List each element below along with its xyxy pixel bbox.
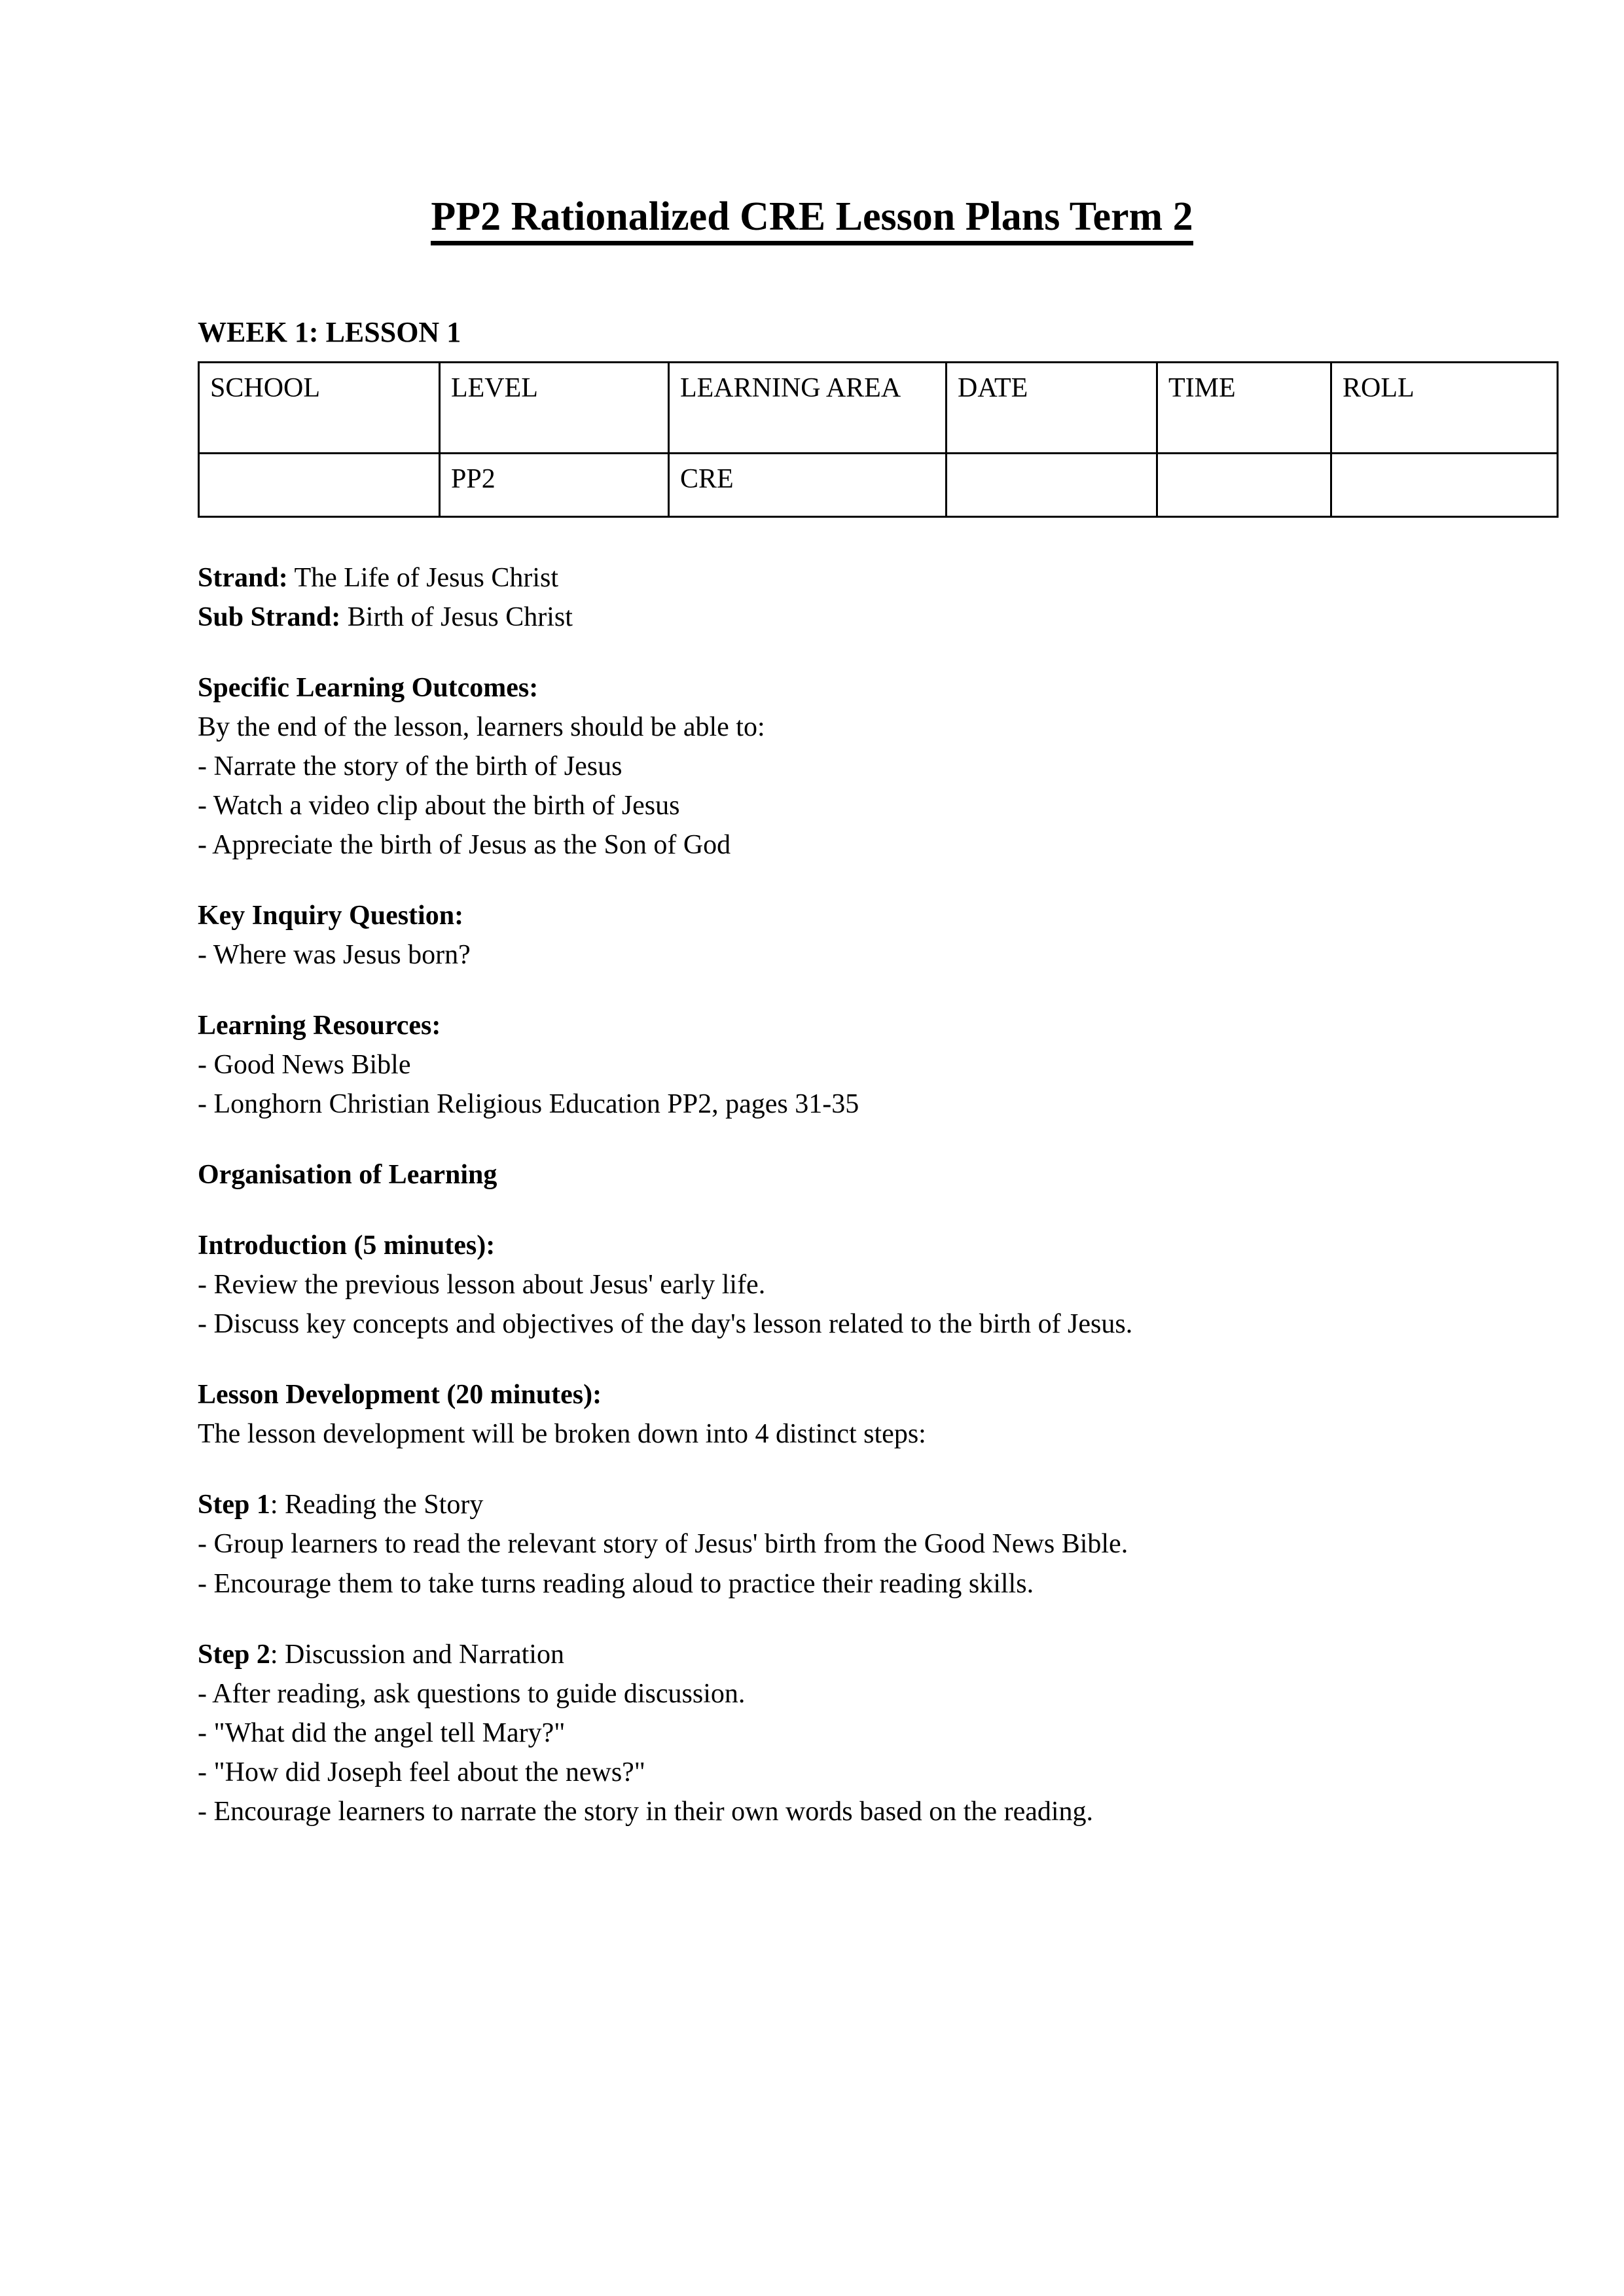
specific-learning-outcomes-intro: By the end of the lesson, learners should be able to: <box>198 711 765 742</box>
list-item: - After reading, ask questions to guide discussion. <box>198 1678 746 1709</box>
lesson-development-section <box>198 1375 1426 1454</box>
week-lesson-heading: WEEK 1: LESSON 1 <box>198 316 461 348</box>
organisation-of-learning-section <box>198 1155 1426 1194</box>
table-header-time: TIME <box>1157 362 1331 453</box>
step-1-block <box>198 1485 1426 1603</box>
learning-resources-heading: Learning Resources: <box>198 1011 441 1041</box>
table-header-level: LEVEL <box>440 362 669 453</box>
spacer <box>198 1194 1426 1226</box>
spacer <box>198 518 1426 558</box>
key-inquiry-question-heading: Key Inquiry Question: <box>198 900 464 931</box>
list-item: - Longhorn Christian Religious Education PP2, pages 31-35 <box>198 1089 859 1120</box>
spacer <box>198 1604 1426 1635</box>
table-cell-school <box>199 453 440 516</box>
learning-resources-section <box>198 1006 1426 1124</box>
lesson-info-table <box>198 361 1559 518</box>
table-cell-level: PP2 <box>440 453 669 516</box>
sub-strand-label: Sub Strand: <box>198 601 341 632</box>
step-2-title: : Discussion and Narration <box>270 1639 564 1670</box>
step-1-heading <box>198 1485 1426 1524</box>
key-inquiry-question-section <box>198 896 1426 975</box>
introduction-section <box>198 1226 1426 1344</box>
step-1-label: Step 1 <box>198 1490 270 1520</box>
table-header-roll: ROLL <box>1331 362 1558 453</box>
table-header-learning-area: LEARNING AREA <box>669 362 947 453</box>
spacer <box>198 637 1426 668</box>
step-2-label: Step 2 <box>198 1639 270 1670</box>
list-item: - Discuss key concepts and objectives of the day's lesson related to the birth of Jesus. <box>198 1309 1133 1340</box>
list-item: - Encourage learners to narrate the story in their own words based on the reading. <box>198 1796 1094 1827</box>
list-item: - "What did the angel tell Mary?" <box>198 1717 566 1748</box>
page-title-text: PP2 Rationalized CRE Lesson Plans Term 2 <box>431 196 1193 245</box>
strand-section <box>198 558 1426 637</box>
sub-strand-value: Birth of Jesus Christ <box>347 601 573 632</box>
organisation-of-learning-heading: Organisation of Learning <box>198 1160 497 1191</box>
table-row <box>199 453 1558 516</box>
specific-learning-outcomes-heading: Specific Learning Outcomes: <box>198 672 539 703</box>
spacer <box>198 865 1426 896</box>
sub-strand-line <box>198 598 1426 637</box>
lesson-development-intro: The lesson development will be broken down into 4 distinct steps: <box>198 1419 926 1450</box>
list-item: - "How did Joseph feel about the news?" <box>198 1757 645 1787</box>
list-item: - Good News Bible <box>198 1050 411 1081</box>
list-item: - Watch a video clip about the birth of Jesus <box>198 790 680 821</box>
step-2-heading <box>198 1635 1426 1674</box>
spacer <box>198 975 1426 1006</box>
table-header-date: DATE <box>947 362 1157 453</box>
list-item: - Where was Jesus born? <box>198 939 471 970</box>
spacer <box>198 1454 1426 1485</box>
strand-line <box>198 558 1426 598</box>
list-item: - Narrate the story of the birth of Jesus <box>198 751 623 781</box>
step-1-title: : Reading the Story <box>270 1490 484 1520</box>
step-2-block <box>198 1635 1426 1831</box>
spacer <box>198 1344 1426 1375</box>
list-item: - Encourage them to take turns reading aloud to practice their reading skills. <box>198 1568 1034 1599</box>
spacer <box>198 1124 1426 1155</box>
strand-label: Strand: <box>198 562 288 593</box>
table-header-school: SCHOOL <box>199 362 440 453</box>
table-cell-date <box>947 453 1157 516</box>
introduction-heading: Introduction (5 minutes): <box>198 1230 496 1261</box>
table-cell-roll <box>1331 453 1558 516</box>
list-item: - Group learners to read the relevant story of Jesus' birth from the Good News Bible. <box>198 1529 1128 1560</box>
lesson-development-heading: Lesson Development (20 minutes): <box>198 1380 602 1410</box>
strand-value: The Life of Jesus Christ <box>294 562 559 593</box>
specific-learning-outcomes-section <box>198 668 1426 865</box>
list-item: - Appreciate the birth of Jesus as the Son of God <box>198 829 731 860</box>
page-title <box>198 196 1426 251</box>
list-item: - Review the previous lesson about Jesus' early life. <box>198 1270 766 1300</box>
table-cell-time <box>1157 453 1331 516</box>
table-cell-learning-area: CRE <box>669 453 947 516</box>
table-header-row <box>199 362 1558 453</box>
